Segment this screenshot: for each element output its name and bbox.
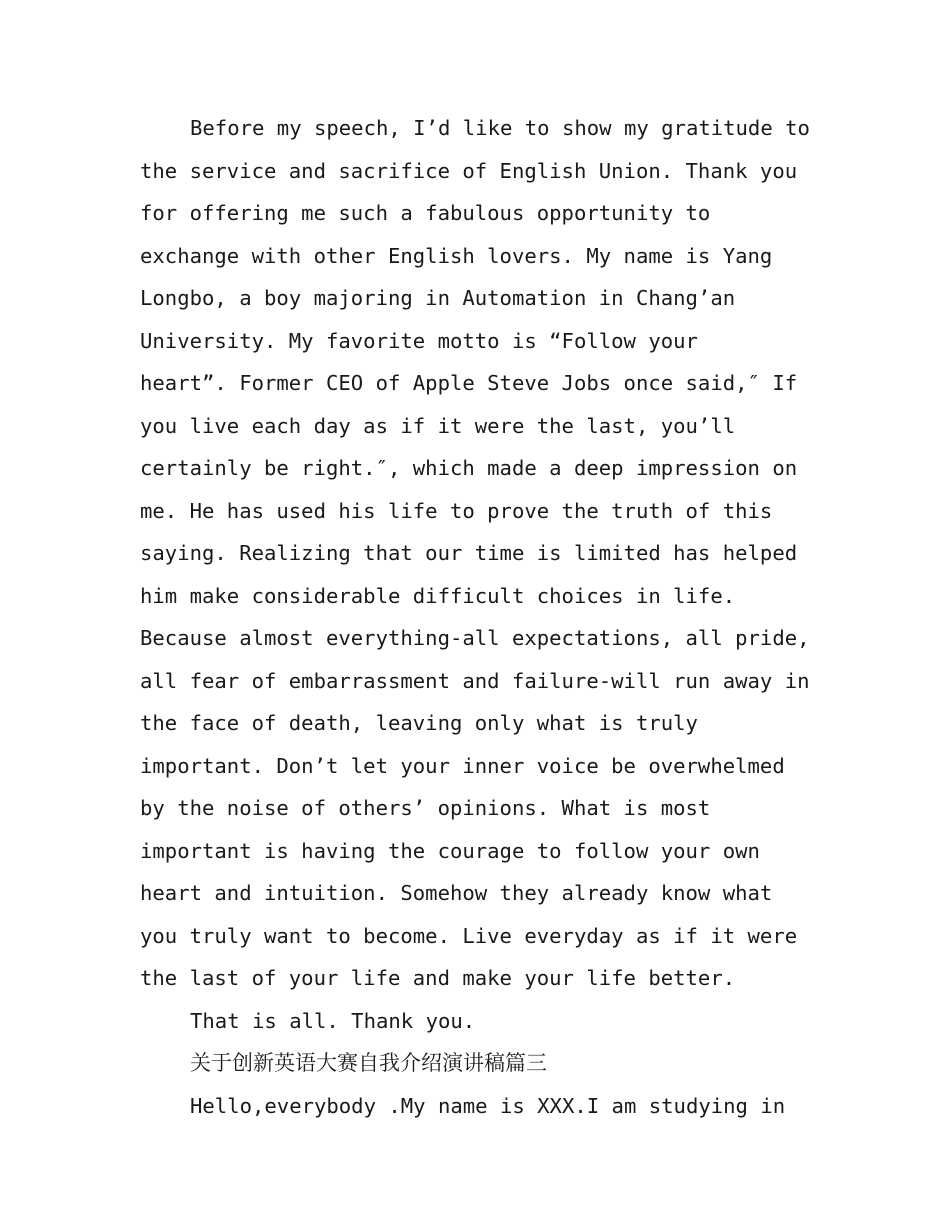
text-line: the service and sacrifice of English Union. Thank you — [140, 158, 798, 183]
speech-paragraph — [140, 107, 830, 1000]
text-line: you live each day as if it were the last, you’ll — [140, 413, 736, 438]
text-line: Before my speech, I’d like to show my gratitude to — [190, 116, 810, 140]
text-line: the last of your life and make your life better. — [140, 966, 736, 990]
text-line: you truly want to become. Live everyday as if it were — [140, 923, 798, 948]
text-line: for offering me such a fabulous opportunity to — [140, 201, 711, 225]
text-line: heart”. Former CEO of Apple Steve Jobs once said,″ If — [140, 371, 798, 395]
closing-line: That is all. Thank you. — [190, 1008, 476, 1033]
text-line: heart and intuition. Somehow they already know what — [140, 881, 773, 905]
text-line: important is having the courage to follow your own — [140, 838, 760, 863]
text-line: the face of death, leaving only what is truly — [140, 711, 698, 735]
text-line: all fear of embarrassment and failure-will run away in — [140, 668, 810, 693]
text-line: University. My favorite motto is “Follow your — [140, 328, 698, 353]
text-line: certainly be right.″, which made a deep impression on — [140, 456, 798, 480]
paragraph-start: Hello,everybody .My name is XXX.I am studying in — [190, 1093, 786, 1118]
text-line: me. He has used his life to prove the truth of this — [140, 498, 773, 523]
text-line: exchange with other English lovers. My name is Yang — [140, 243, 773, 268]
text-line: Longbo, a boy majoring in Automation in Chang’an — [140, 286, 736, 310]
text-line: Because almost everything-all expectations, all pride, — [140, 626, 810, 650]
text-line: important. Don’t let your inner voice be overwhelmed — [140, 753, 785, 778]
section-title: 关于创新英语大赛自我介绍演讲稿篇三 — [190, 1051, 547, 1075]
text-line: him make considerable difficult choices in life. — [140, 583, 736, 608]
document-body — [140, 107, 830, 1127]
text-line: by the noise of others’ opinions. What is most — [140, 796, 711, 820]
text-line: saying. Realizing that our time is limited has helped — [140, 541, 798, 565]
